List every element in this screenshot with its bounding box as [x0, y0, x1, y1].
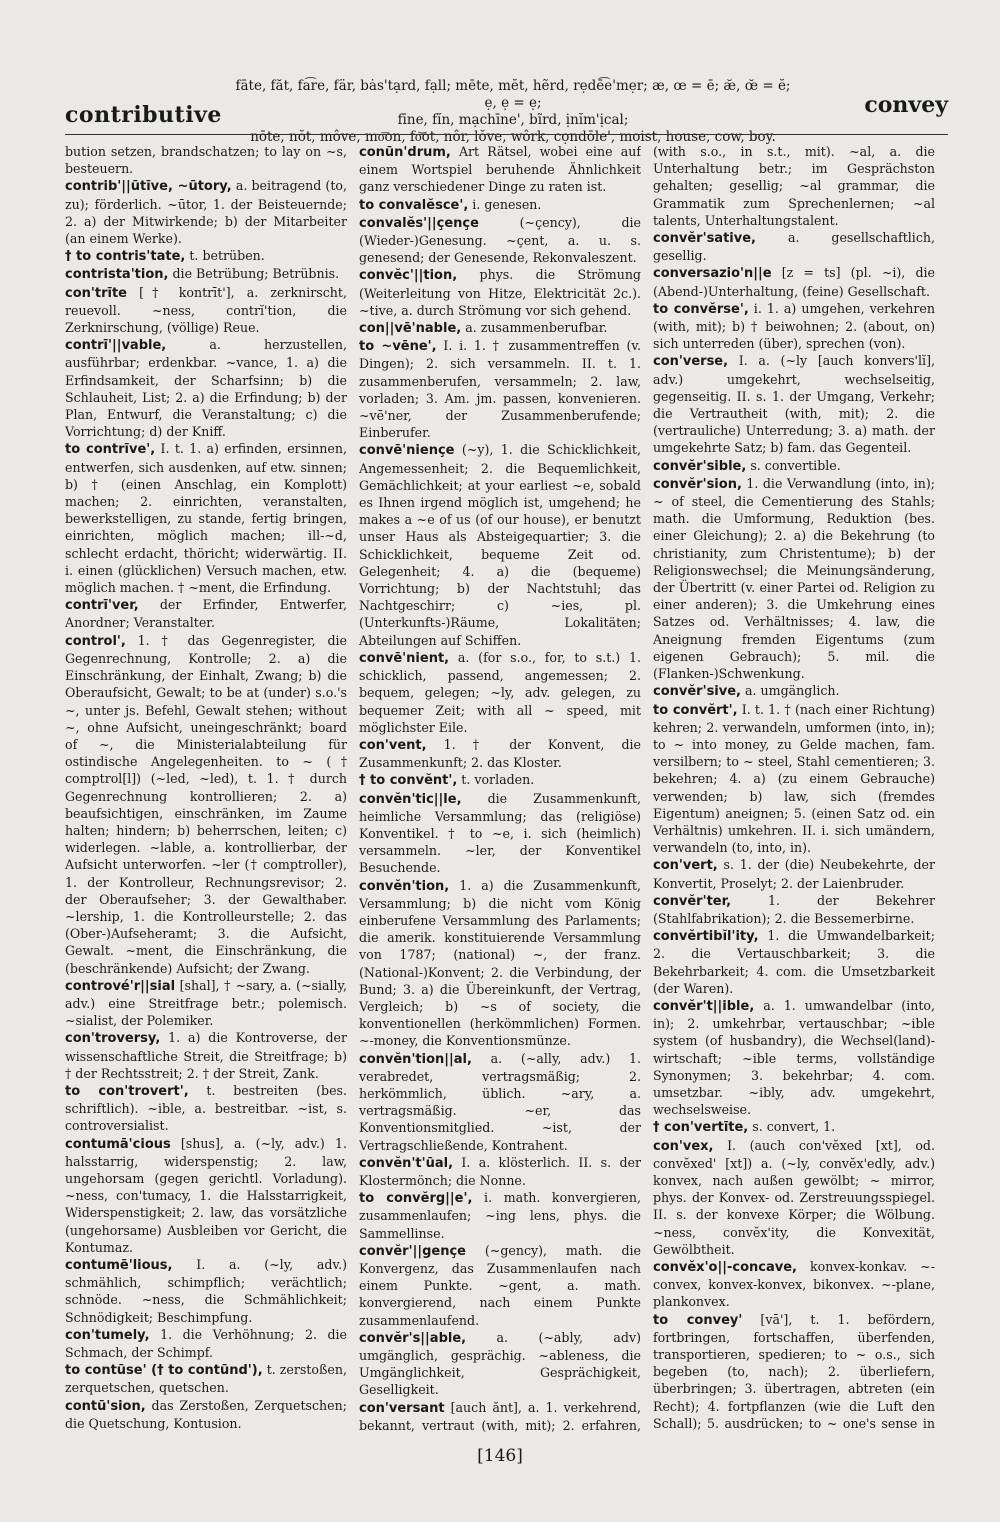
entry-headword: convĕn't'ūal, [359, 1155, 454, 1171]
entry-headword: control', [65, 633, 126, 649]
entry-headword: con'tumely, [65, 1327, 150, 1343]
dictionary-entry [65, 1135, 347, 1256]
entry-definition: I. a. (~ly, adv.) schmählich, schimpflich; verächtlich; schnöde. ~ness, die Schmählichkeit; Schnödigkeit; Beschimpfung. [65, 1257, 347, 1325]
entry-definition: 1. die Verhöhnung; 2. die Schmach, der Schimpf. [65, 1326, 347, 1361]
dictionary-entry [653, 856, 935, 891]
entry-definition: a. (~ably, adv) umgänglich, gesprächig. ~ableness, die Umgänglichkeit, Gesprächigkeit, Geselligkeit. [359, 1329, 641, 1398]
entry-definition: 1. die Verwandlung (into, in); ~ of steel, die Cementierung des Stahls; math. die Umformung, Reduktion (bes. einer Gleichung); 2. a) die Bekehrung (to christianity, zum Christentume); b) der Religionswechsel; die Meinungsänderung, der Übertritt (v. einer Partei od. Religion zu einer anderen); 3. die Umkehrung eines Satzes od. Verhältnisses; 4. law, die Aneignung fremden Eigentums (zum eigenen Gebrauch); 5. mil. die (Flanken-)Schwenkung. [653, 475, 935, 682]
entry-definition: die Betrübung; Betrübnis. [172, 266, 340, 282]
entry-definition: 1. † das Gegenregister, die Gegenrechnung, Kontrolle; 2. a) die Einschränkung, der Einhalt, Zwang; b) die Oberaufsicht, Gewalt; to be at (under) s.o.'s ~, unter js. Befehl, Gewalt stehen; without ~, ohne Aufsicht, uneingeschränkt; board of ~, die Ministerialabteilung für ostindische Angelegenheiten. to ~ († comptrol[l]) (~led, ~led), t. 1. † durch Gegenrechnung kontrollieren; 2. a) beaufsichtigen, einschränken, im Zaume halten; hindern; b) beherrschen, leiten; c) widerlegen. ~lable, a. kontrollierbar, der Aufsicht unterworfen. ~ler († comptroller), 1. der Kontrolleur, Rechnungsrevisor; 2. der Oberaufseher; 3. der Gewalthaber. ~lership, 1. die Kontrolleurstelle; 2. das (Ober-)Aufseheramt; 3. die Aufsicht, Gewalt. ~ment, die Einschränkung, die (beschränkende) Aufsicht; der Zwang. [65, 632, 347, 976]
entry-headword: conversazio'n||e [653, 266, 772, 282]
entry-headword: con'troversy, [65, 1031, 161, 1047]
column-1 [65, 143, 347, 1435]
entry-definition: [† kontrīt'], a. zerknirscht, reuevoll. ~ness, contrĭ'tion, die Zerknirschung, (völlige) Reue. [65, 284, 347, 336]
dictionary-entry [359, 1189, 641, 1242]
dictionary-entry [653, 475, 935, 682]
entry-definition: a. herzustellen, ausführbar; erdenkbar. ~vance, 1. a) die Erfindsamkeit, der Scharfsinn; b) die Schlauheit, List; 2. a) die Erfindung; b) der Plan, Entwurf, die Veranstaltung; c) die Vorrichtung; d) der Kniff. [65, 337, 347, 440]
dictionary-entry [65, 1082, 347, 1135]
entry-definition: a. beitragend (to, zu); förderlich. ~ūtor, 1. der Beisteuernde; 2. a) der Mitwirkende; b) der Mitarbeiter (an einem Werke). [65, 178, 347, 247]
entry-headword: to convey' [653, 1312, 743, 1328]
entry-definition: Art Rätsel, wobei eine auf einem Wortspiel beruhende Ähnlichkeit ganz verschiedener Dinge zu raten ist. [359, 144, 641, 195]
entry-headword: contrové'r||sial [65, 978, 176, 994]
entry-headword: convĕr's||able, [359, 1330, 467, 1346]
entry-headword: convalĕs'||çençe [359, 215, 479, 231]
entry-definition: (~y), 1. die Schicklichkeit, Angemessenheit; 2. die Bequemlichkeit, Gemächlichkeit; at your earliest ~e, sobald es Ihnen irgend möglich ist, umgehend; he makes a ~e of us (of our house), er benutzt unser Haus als Absteigequartier; 3. die Schicklichkeit, bequeme Zeit od. Gelegenheit; 4. a) die (bequeme) Vorrichtung; b) der Nachtstuhl; das Nachtgeschirr; c) ~ies, pl. (Unterkunfts-)Räume, Lokalitäten; Abteilungen auf Schiffen. [359, 442, 641, 648]
entry-definition: i. genesen. [472, 196, 542, 212]
entry-definition: a. umgänglich. [745, 683, 840, 699]
entry-definition: 1. a) die Kontroverse, der wissenschaftliche Streit, die Streitfrage; b) † der Rechtsstreit; 2. † der Streit, Zank. [65, 1030, 347, 1081]
entry-definition: die Zusammenkunft, heimliche Versammlung; das (religiöse) Konventikel. † to ~e, i. sich (heimlich) versammeln. ~ler, der Konventikel Besuchende. [359, 790, 641, 876]
dictionary-entry [359, 319, 641, 337]
entry-definition: I. a. klösterlich. II. s. der Klostermönch; die Nonne. [359, 1154, 641, 1188]
dictionary-entry [359, 214, 641, 267]
entry-headword: to convĕrg||e', [359, 1191, 473, 1207]
entry-definition: [shal], † ~sary, a. (~sially, adv.) eine Streitfrage betr.; polemisch. ~sialist, der Polemiker. [65, 977, 347, 1029]
dictionary-entry [359, 266, 641, 319]
entry-headword: † to contris'tate, [65, 249, 186, 265]
entry-headword: † con'vertīte, [653, 1120, 749, 1136]
entry-headword: to contrīve', [65, 442, 156, 458]
entry-definition: t. zerstoßen, zerquetschen, quetschen. [65, 1362, 347, 1396]
entry-definition: (with s.o., in s.t., mit). ~al, a. die Unterhaltung betr.; im Gesprächston gehalten; gesellig; ~al grammar, die Grammatik zum Sprechenlernen; ~al talents, Unterhaltungstalent. [653, 144, 935, 228]
dictionary-entry [359, 736, 641, 771]
dictionary-entry [65, 596, 347, 631]
entry-headword: con||vē'nable, [359, 321, 462, 337]
dictionary-entry [359, 441, 641, 648]
entry-headword: con'versant [359, 1400, 445, 1416]
dictionary-entry [653, 457, 935, 475]
entry-headword: to convĕrse', [653, 301, 749, 317]
entry-headword: contrī'||vable, [65, 338, 167, 354]
entry-headword: to convĕrt', [653, 702, 738, 718]
dictionary-entry [653, 1311, 935, 1435]
entry-definition: (~çency), die (Wieder-)Genesung. ~çent, a. u. s. genesend; der Genesende, Rekonvaleszent. [359, 214, 641, 266]
entry-definition: s. convertible. [750, 457, 841, 473]
entry-headword: convĕr't||ible, [653, 998, 755, 1014]
dictionary-entry [653, 701, 935, 857]
entry-definition: [vā'], t. 1. befördern, fortbringen, fortschaffen, überfenden, transportieren, spedieren; to ~ o.s., sich begeben (to, nach); 2. überliefern, überbringen; 3. übertragen, abtreten (ein Recht); 4. fortpflanzen (wie die Luft den Schall); 5. ausdrücken; to ~ one's sense in [653, 1311, 935, 1431]
dictionary-entry [653, 352, 935, 456]
dictionary-entry [359, 1050, 641, 1154]
entry-headword: convĕn'tic||le, [359, 791, 462, 807]
header-rule [65, 134, 948, 135]
entry-definition: I. (auch con'vĕxed [xt], od. convĕxed' [xt]) a. (~ly, convĕx'edly, adv.) konvex, nach außen gewölbt; ~ mirror, phys. der Konvex- od. Zerstreuungsspiegel. II. s. der konvexe Körper; die Wölbung. ~ness, convĕx'ity, die Konvexität, Gewölbtheit. [653, 1137, 935, 1257]
dictionary-entry [359, 1242, 641, 1329]
dictionary-entry [65, 284, 347, 337]
column-3 [653, 143, 935, 1435]
dictionary-entry [653, 997, 935, 1118]
entry-headword: convĕr'sion, [653, 476, 742, 492]
entry-definition: [z = ts] (pl. ~i), die (Abend-)Unterhaltung, (feine) Gesellschaft. [653, 265, 935, 299]
entry-headword: conūn'drum, [359, 145, 451, 160]
entry-definition: das Zerstoßen, Zerquetschen; die Quetschung, Kontusion. [65, 1397, 347, 1431]
dictionary-entry [65, 265, 347, 283]
dictionary-entry [359, 649, 641, 736]
dictionary-entry [65, 1256, 347, 1326]
dictionary-entry [653, 300, 935, 353]
pronunciation-key-line: nōte, nŏt, môve, mo͞on, fo͝ot, nôr, lŏve, wôrk, cọndōle', moist, house, cow, boy. [250, 129, 776, 145]
entry-headword: contrista'tion, [65, 267, 169, 283]
entry-headword: convē'niençe [359, 443, 455, 459]
entry-headword: convĕr'sative, [653, 231, 756, 247]
entry-definition: 1. die Umwandelbarkeit; 2. die Vertauschbarkeit; 3. die Bekehrbarkeit; 4. com. die Umsetzbarkeit (der Waren). [653, 928, 935, 996]
dictionary-entry [65, 632, 347, 977]
entry-definition: t. vorladen. [461, 772, 535, 788]
entry-headword: † to convĕnt', [359, 773, 458, 789]
left-guide-word: contributive [65, 102, 222, 128]
dictionary-entry [359, 1399, 641, 1435]
page-number: [146] [477, 1446, 523, 1466]
entry-headword: convĕr'sible, [653, 458, 747, 474]
entry-definition: s. convert, 1. [752, 1119, 836, 1135]
entry-definition: [auch ănt], a. 1. verkehrend, bekannt, vertraut (with, mit); 2. erfahren, [359, 1399, 641, 1433]
dictionary-entry [359, 877, 641, 1050]
entry-definition: i. 1. a) umgehen, verkehren (with, mit); b) † beiwohnen; 2. (about, on) sich unterreden (über), sprechen (von). [653, 300, 935, 352]
entry-definition: I. t. 1. a) erfinden, ersinnen, entwerfen, sich ausdenken, auf etw. sinnen; b) † (einen Anschlag, ein Komplott) machen; 2. einrichten, veranstalten, bewerkstelligen, zu stande, fertig bringen, einrichten, möglich machen; ill-~d, schlecht erdacht, thöricht; widerwärtig. II. i. einen (glücklichen) Versuch machen, etw. möglich machen. † ~ment, die Erfindung. [65, 441, 347, 596]
entry-headword: contumā'cious [65, 1136, 171, 1152]
entry-definition: 1. † der Konvent, die Zusammenkunft; 2. das Kloster. [359, 736, 641, 771]
dictionary-entry [653, 229, 935, 264]
entry-definition: a. gesellschaftlich, gesellig. [653, 230, 935, 264]
entry-definition: a. (for s.o., for, to s.t.) 1. schicklich, passend, angemessen; 2. bequem, gelegen; ~ly, adv. gelegen, zu bequemer Zeit; with all ~ speed, mit möglichster Eile. [359, 649, 641, 735]
entry-headword: convĕx'o||-concave, [653, 1260, 797, 1275]
entry-definition: [shus], a. (~ly, adv.) 1. halsstarrig, widerspenstig; 2. law, ungehorsam (gegen gerichtl. Vorladung). ~ness, con'tumacy, 1. die Halsstarrigkeit, Widerspenstigkeit; 2. law, das vorsätzliche (ungehorsame) Ausbleiben vor Gericht, die Kontumaz. [65, 1135, 347, 1255]
dictionary-entry [653, 1137, 935, 1258]
right-guide-word: convey [864, 92, 948, 118]
entry-definition: I. t. 1. † (nach einer Richtung) kehren; 2. verwandeln, umformen (into, in); to ~ into money, zu Gelde machen, fam. versilbern; to ~ steel, Stahl cementieren; 3. bekehren; 4. a) (zu einem Gebrauche) verwenden; b) law, sich (fremdes Eigentum) aneignen; 5. (einen Satz od. ein Verhältnis) umkehren. II. i. sich umändern, verwandeln (to, into, in). [653, 701, 935, 856]
dictionary-entry [653, 682, 935, 700]
entry-headword: convĕc'||tion, [359, 268, 458, 284]
dictionary-entry [65, 440, 347, 596]
dictionary-entry [65, 1326, 347, 1361]
entry-headword: contū'sion, [65, 1398, 146, 1414]
entry-definition: i. math. konvergieren, zusammenlaufen; ~ing lens, phys. die Sammellinse. [359, 1190, 641, 1241]
entry-definition: bution setzen, brandschatzen; to lay on ~s, besteuern. [65, 144, 347, 177]
entry-headword: convĕr'sive, [653, 684, 741, 700]
dictionary-entry [359, 1154, 641, 1189]
entry-headword: contrī'ver, [65, 598, 139, 614]
dictionary-entry [65, 977, 347, 1030]
entry-headword: contrib'||ūtīve, ~ūtory, [65, 179, 232, 195]
pronunciation-key [228, 78, 798, 146]
dictionary-entry [359, 143, 641, 196]
pronunciation-key-line: fāte, făt, fa͡re, fär, bȧs'tạrd, fạll; mēte, mĕt, hẽrd, rẹdē͡e'mẹr; æ, œ = ē; æ̆, œ̆ = ĕ; ẹ, ẹ = ẹ; [235, 78, 791, 111]
dictionary-entry [65, 336, 347, 440]
entry-definition: 1. a) die Zusammenkunft, Versammlung; b) die nicht vom König einberufene Versammlung des Parlaments; die amerik. konstituierende Versammlung von 1787; (national) ~, der franz. (National-)Konvent; 2. die Verbindung, der Bund; 3. a) die Übereinkunft, der Vertrag, Vergleich; b) ~s of society, die konventionellen (herkömmlichen) Formen. ~-money, die Konventionsmünze. [359, 877, 641, 1049]
entry-definition: t. bestreiten (bes. schriftlich). ~ible, a. bestreitbar. ~ist, s. controversialist. [65, 1082, 347, 1134]
entry-headword: con'vex, [653, 1138, 714, 1154]
entry-definition: phys. die Strömung (Weiterleitung von Hitze, Elektricität 2c.). ~tive, a. durch Strömung vor sich gehend. [359, 267, 641, 318]
dictionary-entry [653, 927, 935, 997]
dictionary-entry [653, 892, 935, 927]
dictionary-entry [65, 177, 347, 247]
dictionary-entry [65, 1361, 347, 1396]
dictionary-entry [359, 196, 641, 214]
dictionary-entry [359, 790, 641, 877]
entry-headword: con'trīte [65, 285, 127, 301]
dictionary-entry [653, 1258, 935, 1311]
entry-headword: convĕr'||gençe [359, 1243, 466, 1259]
dictionary-entry [653, 143, 935, 229]
column-2 [359, 143, 641, 1435]
entry-headword: to contūse' († to contūnd'), [65, 1363, 263, 1379]
entry-headword: convē'nient, [359, 650, 450, 666]
entry-definition: konvex-konkav. ~-convex, konvex-konvex, bikonvex. ~-plane, plankonvex. [653, 1259, 935, 1310]
entry-headword: con'vent, [359, 737, 427, 753]
entry-headword: convĕr'ter, [653, 893, 732, 909]
entry-definition: I. i. 1. † zusammentreffen (v. Dingen); 2. sich versammeln. II. t. 1. zusammenberufen, versammeln; 2. law, vorladen; 3. Am. jm. passen, konvenieren. ~vē'ner, der Zusammenberufende; Einberufer. [359, 338, 641, 441]
dictionary-entry [65, 1397, 347, 1432]
entry-definition: I. a. (~ly [auch konvers'lĭ], adv.) umgekehrt, wechselseitig, gegenseitig. II. s. 1. der Umgang, Verkehr; die Vertrautheit (with, mit); 2. die (vertrauliche) Unterredung; 3. a) math. der umgekehrte Satz; b) fam. das Gegenteil. [653, 353, 935, 456]
entry-definition: (~gency), math. die Konvergenz, das Zusammenlaufen nach einem Punkte. ~gent, a. math. konvergierend, nach einem Punkte zusammenlaufend. [359, 1242, 641, 1328]
entry-definition: a. (~ally, adv.) 1. verabredet, vertragsmäßig; 2. herkömmlich, üblich. ~ary, a. vertragsmäßig. ~er, das Konventionsmitglied. ~ist, der Vertragschließende, Kontrahent. [359, 1050, 641, 1153]
entry-definition: a. zusammenberufbar. [465, 320, 608, 336]
entry-headword: con'verse, [653, 354, 729, 370]
dictionary-entry [359, 337, 641, 441]
entry-headword: convĕn'tion, [359, 878, 450, 894]
entry-definition: s. 1. der (die) Neubekehrte, der Konvertit, Proselyt; 2. der Laienbruder. [653, 857, 935, 891]
entry-headword: convĕn'tion||al, [359, 1051, 472, 1067]
entry-headword: to con'trovert', [65, 1083, 189, 1099]
entry-headword: con'vert, [653, 858, 718, 874]
entry-headword: convĕrtibĭl'ity, [653, 929, 759, 945]
entry-definition: t. betrüben. [189, 248, 265, 264]
entry-headword: contumē'lious, [65, 1258, 173, 1273]
dictionary-entry [653, 264, 935, 299]
entry-definition: 1. der Bekehrer (Stahlfabrikation); 2. die Bessemerbirne. [653, 892, 935, 926]
pronunciation-key-line: fīne, fĭn, mạchīne', bĩrd, ịnĭm'ịcal; [397, 112, 629, 128]
entry-headword: to convalĕsce', [359, 197, 469, 213]
dictionary-entry [359, 771, 641, 789]
entry-definition: der Erfinder, Entwerfer, Anordner; Veranstalter. [65, 597, 347, 631]
dictionary-entry [653, 1118, 935, 1136]
dictionary-entry [65, 1029, 347, 1082]
dictionary-entry [359, 1329, 641, 1399]
dictionary-entry [65, 143, 347, 177]
entry-definition: a. 1. umwandelbar (into, in); 2. umkehrbar, vertauschbar; ~ible system (of husbandry), die Wechsel(land)-wirtschaft; ~ible terms, vollständige Synonymen; 3. bekehrbar; 4. com. umsetzbar. ~ibly, adv. umgekehrt, wechselsweise. [653, 997, 935, 1118]
entry-headword: to ~vēne', [359, 339, 437, 355]
dictionary-entry [65, 247, 347, 265]
